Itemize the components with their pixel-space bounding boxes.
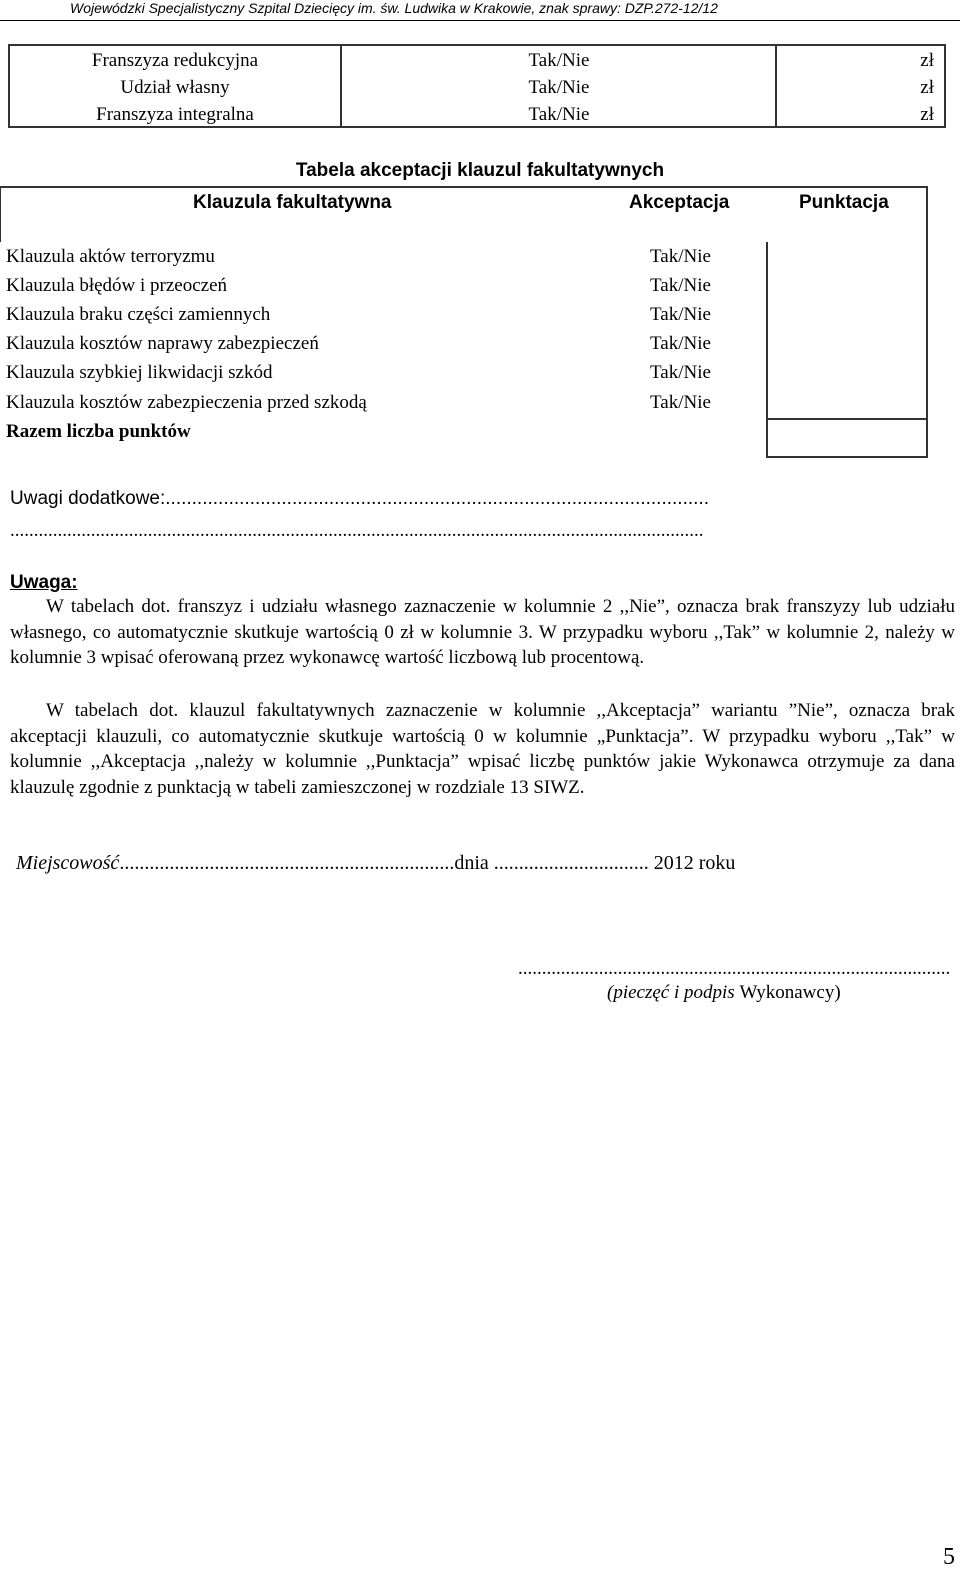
header-clause: Klauzula fakultatywna	[193, 192, 392, 213]
franchise-name: Udział własny	[120, 77, 230, 98]
date-line: ...................................................................dnia ............................... 2012 roku	[119, 852, 736, 874]
clause-acceptance: Tak/Nie	[650, 392, 711, 413]
franchise-choice: Tak/Nie	[528, 50, 590, 71]
clause-acceptance: Tak/Nie	[650, 304, 711, 325]
remarks-line: ..................................................................................................................................................	[10, 520, 704, 541]
note-heading: Uwaga:	[10, 572, 78, 593]
franchise-name: Franszyza redukcyjna	[91, 50, 259, 71]
franchise-table	[8, 44, 946, 128]
franchise-row	[10, 101, 944, 128]
clause-acceptance: Tak/Nie	[650, 246, 711, 267]
place-label: Miejscowość	[16, 852, 120, 874]
franchise-unit: zł	[920, 104, 934, 125]
total-points-box	[766, 418, 928, 458]
clause-acceptance: Tak/Nie	[650, 333, 711, 354]
franchise-name: Franszyza integralna	[96, 104, 254, 125]
franchise-unit: zł	[920, 77, 934, 98]
clause-name: Klauzula szybkiej likwidacji szkód	[6, 362, 273, 383]
place-date-line	[16, 852, 735, 875]
clause-name: Klauzula braku części zamiennych	[6, 304, 271, 325]
header-rule	[0, 20, 960, 21]
franchise-row	[10, 74, 944, 101]
page-number: 5	[943, 1544, 955, 1570]
clause-name: Klauzula kosztów zabezpieczenia przed szkodą	[6, 392, 367, 413]
header-acceptance: Akceptacja	[629, 192, 730, 213]
points-column	[766, 242, 928, 420]
franchise-unit: zł	[920, 50, 934, 71]
note-paragraph-2: W tabelach dot. klauzul fakultatywnych zaznaczenie w kolumnie ,,Akceptacja” wariantu ”Nie”, oznacza brak akceptacji klauzuli, co automatycznie skutkuje wartością 0 w kolumnie „Punktacja”. W przypadku wyboru ,,Tak” w kolumnie ,,Akceptacja ,,należy w kolumnie ,,Punktacja” wpisać liczbę punktów jakie Wykonawca otrzymuje za dana klauzulę zgodnie z punktacją w tabeli zamieszczonej w rozdziale 13 SIWZ.	[10, 700, 955, 799]
signature-label-rest: Wykonawcy)	[739, 982, 841, 1003]
clause-table-title: Tabela akceptacji klauzul fakultatywnych	[295, 160, 665, 181]
clause-table-header	[0, 186, 928, 242]
clause-name: Klauzula aktów terroryzmu	[6, 246, 215, 267]
total-points-label: Razem liczba punktów	[6, 421, 191, 442]
signature-label	[607, 982, 841, 1004]
document-header: Wojewódzki Specjalistyczny Szpital Dziecięcy im. św. Ludwika w Krakowie, znak sprawy: DZP.272-12/12	[70, 0, 718, 16]
signature-label-italic: (pieczęć i podpis	[607, 982, 740, 1003]
clause-name: Klauzula kosztów naprawy zabezpieczeń	[6, 333, 319, 354]
franchise-choice: Tak/Nie	[528, 104, 590, 125]
clause-acceptance: Tak/Nie	[650, 275, 711, 296]
franchise-choice: Tak/Nie	[528, 77, 590, 98]
clause-name: Klauzula błędów i przeoczeń	[6, 275, 228, 296]
signature-line: ...........................................................................................	[518, 958, 951, 979]
franchise-row	[10, 47, 944, 74]
clause-acceptance: Tak/Nie	[650, 362, 711, 383]
remarks-label: Uwagi dodatkowe:.......................................................................................................	[10, 488, 709, 509]
header-points: Punktacja	[799, 192, 889, 213]
note-paragraph-1: W tabelach dot. franszyz i udziału własnego zaznaczenie w kolumnie 2 ,,Nie”, oznacza brak franszyzy lub udziału własnego, co automatycznie skutkuje wartością 0 zł w kolumnie 3. W przypadku wyboru ,,Tak” w kolumnie 2, należy w kolumnie 3 wpisać oferowaną przez wykonawcę wartość liczbową lub procentową.	[10, 596, 955, 669]
